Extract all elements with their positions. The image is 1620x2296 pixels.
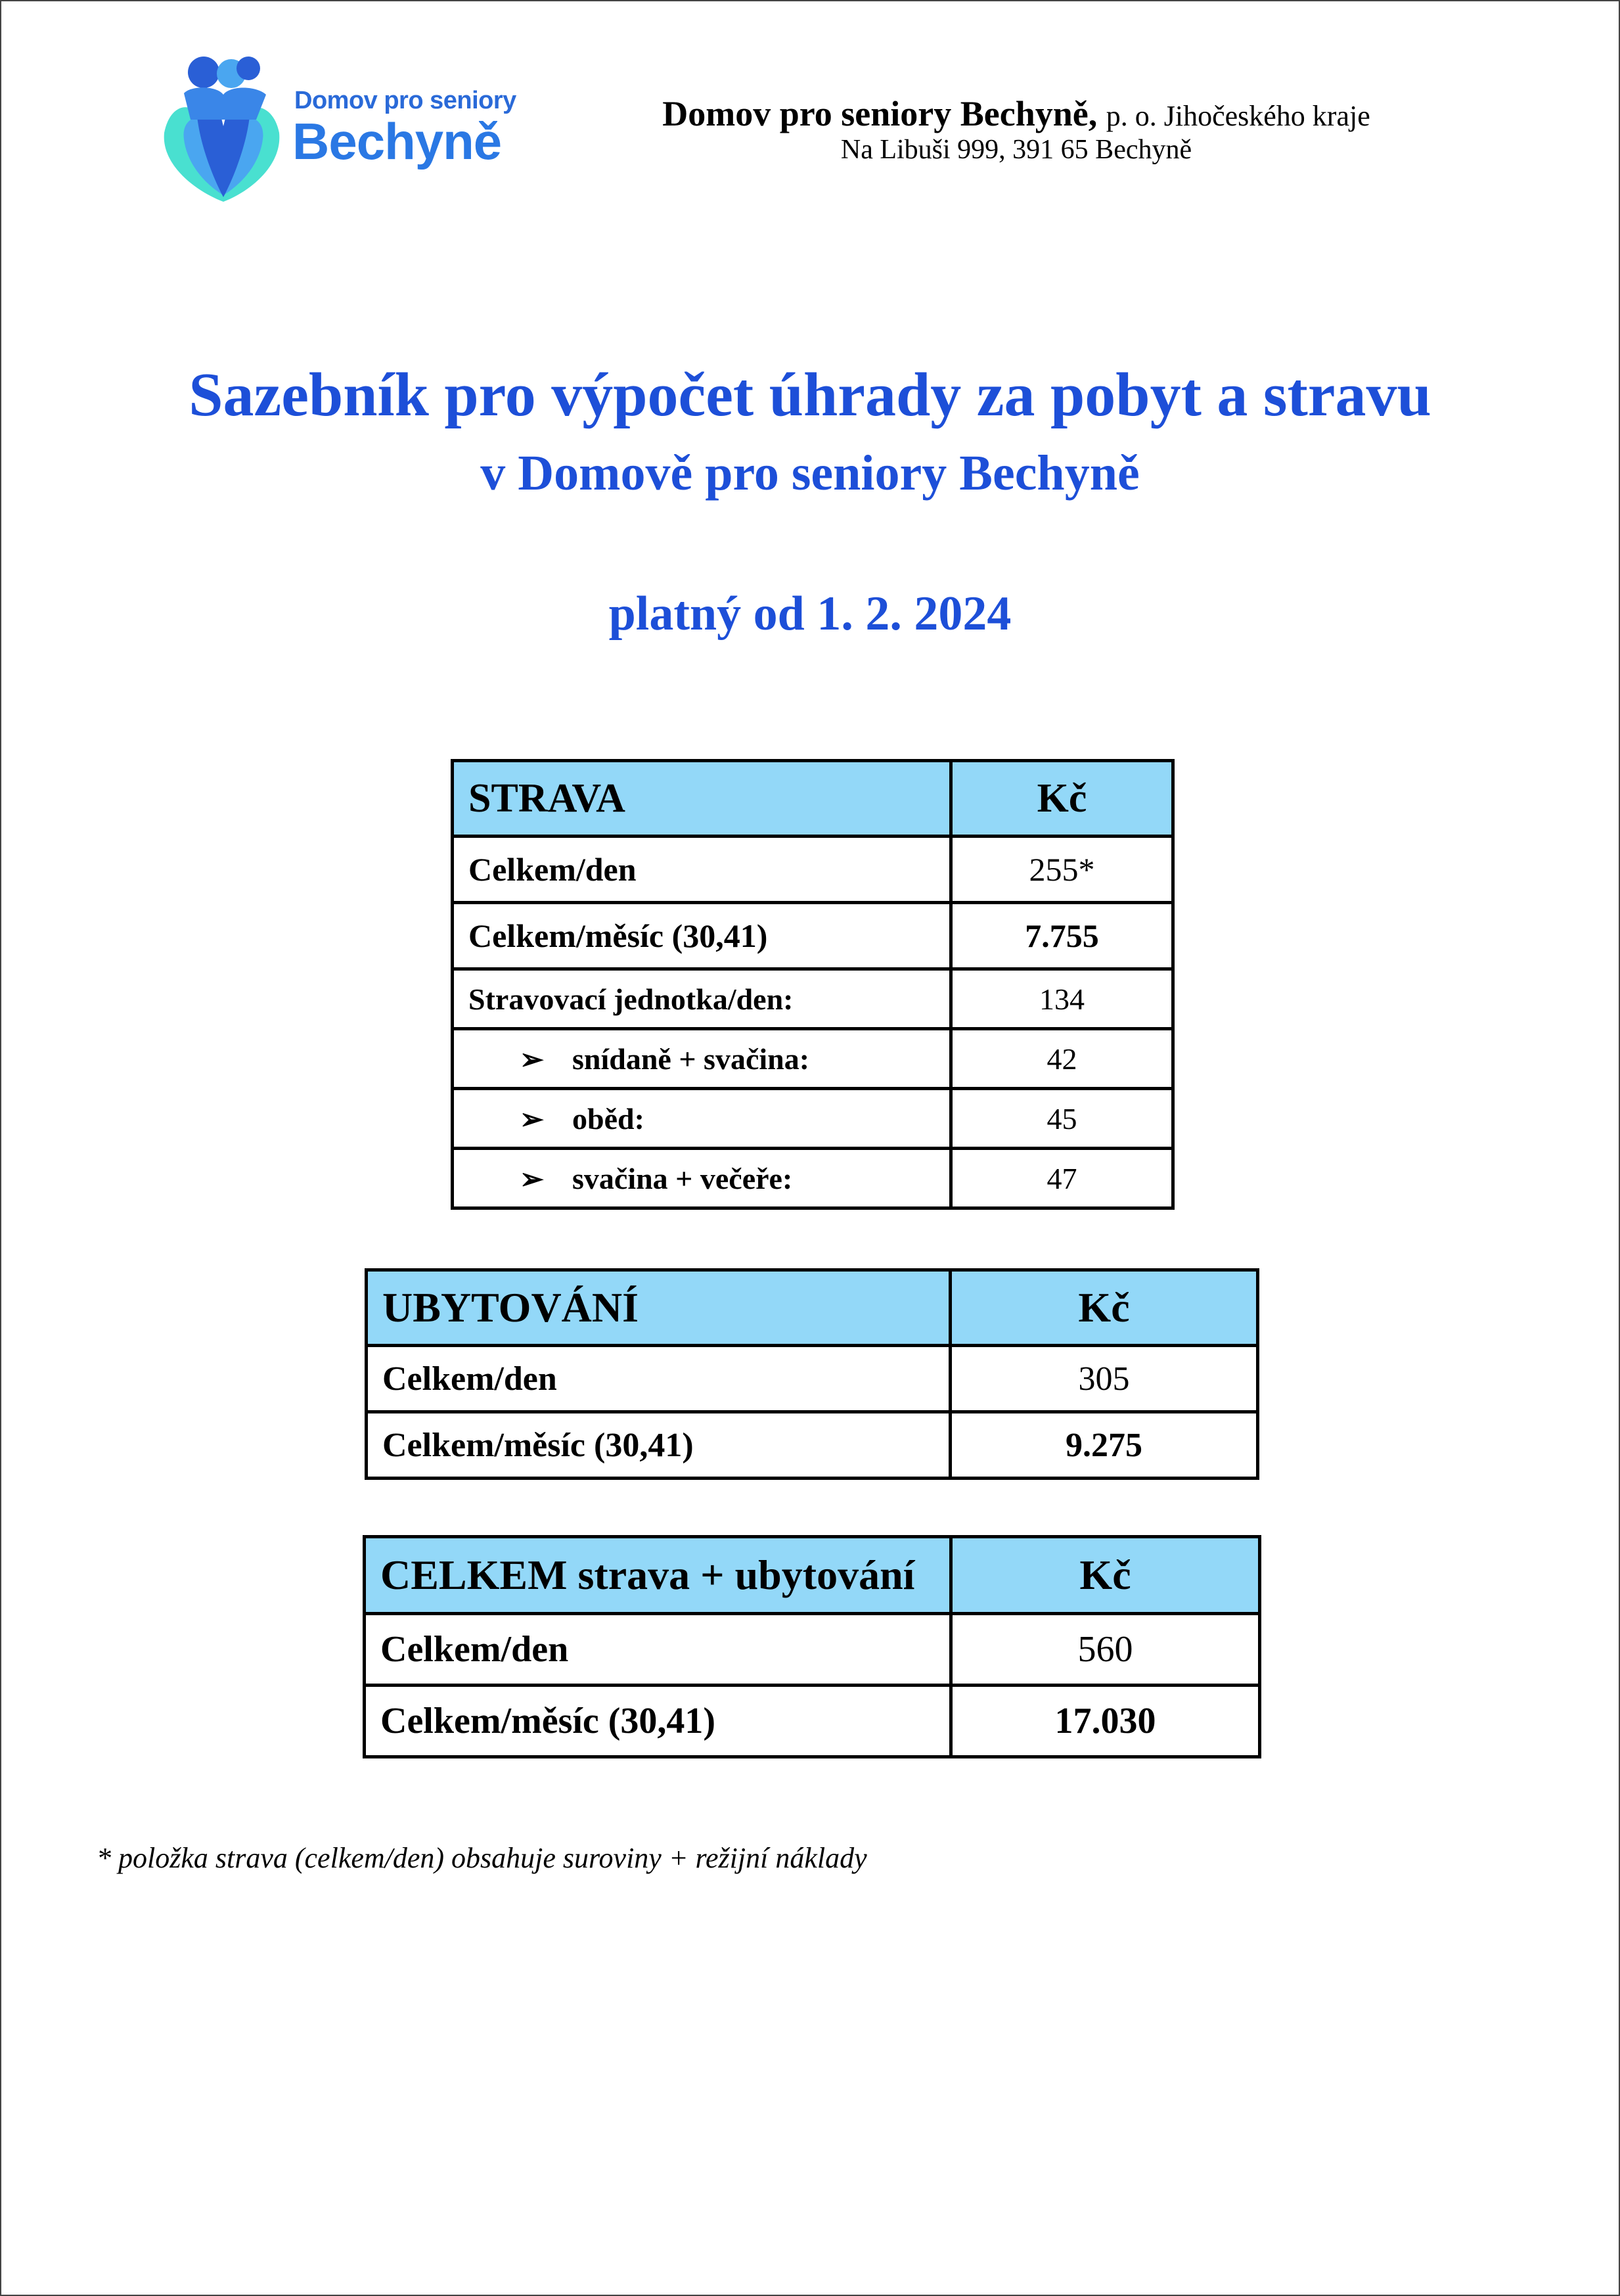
table-row — [365, 1614, 1260, 1686]
row-value: 47 — [951, 1149, 1173, 1208]
org-type: p. o. Jihočeského kraje — [1106, 100, 1370, 132]
table-row — [453, 1029, 1173, 1089]
table-strava — [451, 759, 1175, 1210]
table-row — [453, 903, 1173, 969]
table-header: STRAVA — [453, 761, 951, 837]
row-value: 7.755 — [951, 903, 1173, 969]
table-header-row — [365, 1537, 1260, 1614]
table-ubytovani — [365, 1268, 1259, 1480]
page-title: Sazebník pro výpočet úhrady za pobyt a stravu — [189, 361, 1431, 429]
row-label: svačina + večeře: — [572, 1161, 793, 1195]
arrow-bullet-icon: ➢ — [520, 1162, 544, 1195]
footnote: * položka strava (celkem/den) obsahuje suroviny + režijní náklady — [97, 1842, 867, 1874]
table-header-row — [453, 761, 1173, 837]
arrow-bullet-icon: ➢ — [520, 1103, 544, 1136]
logo-text-line2: Bechyně — [292, 112, 502, 170]
logo-text-line1: Domov pro seniory — [294, 87, 516, 114]
table-header-row — [367, 1270, 1258, 1346]
row-value: 17.030 — [951, 1686, 1260, 1757]
table-header: UBYTOVÁNÍ — [367, 1270, 951, 1346]
row-value: 42 — [951, 1029, 1173, 1089]
org-name: Domov pro seniory Bechyně, — [662, 94, 1098, 133]
currency-header: Kč — [951, 1537, 1260, 1614]
row-value: 255* — [951, 837, 1173, 903]
row-value: 560 — [951, 1614, 1260, 1686]
table-row — [453, 1149, 1173, 1208]
table-row — [453, 1089, 1173, 1149]
table-row — [367, 1412, 1258, 1479]
row-value: 305 — [951, 1346, 1258, 1412]
row-value: 9.275 — [951, 1412, 1258, 1479]
table-header: CELKEM strava + ubytování — [365, 1537, 951, 1614]
organization-header — [573, 93, 1460, 166]
row-label: Celkem/měsíc (30,41) — [453, 903, 951, 969]
row-label: Celkem/den — [453, 837, 951, 903]
valid-from: platný od 1. 2. 2024 — [608, 587, 1012, 641]
table-row — [365, 1686, 1260, 1757]
row-label: Celkem/měsíc (30,41) — [367, 1412, 951, 1479]
row-label: Stravovací jednotka/den: — [453, 969, 951, 1029]
table-row — [367, 1346, 1258, 1412]
row-label: Celkem/měsíc (30,41) — [365, 1686, 951, 1757]
arrow-bullet-icon: ➢ — [520, 1043, 544, 1076]
row-label: oběd: — [572, 1101, 644, 1136]
table-row — [453, 969, 1173, 1029]
currency-header: Kč — [951, 761, 1173, 837]
table-celkem — [363, 1535, 1261, 1758]
row-value: 45 — [951, 1089, 1173, 1149]
row-label: snídaně + svačina: — [572, 1042, 810, 1076]
logo-figures-icon — [158, 54, 289, 205]
org-address: Na Libuši 999, 391 65 Bechyně — [840, 135, 1192, 165]
logo — [158, 54, 516, 205]
row-label: Celkem/den — [367, 1346, 951, 1412]
row-label: Celkem/den — [365, 1614, 951, 1686]
currency-header: Kč — [951, 1270, 1258, 1346]
table-row — [453, 837, 1173, 903]
row-value: 134 — [951, 969, 1173, 1029]
page-subtitle: v Domově pro seniory Bechyně — [480, 446, 1140, 501]
